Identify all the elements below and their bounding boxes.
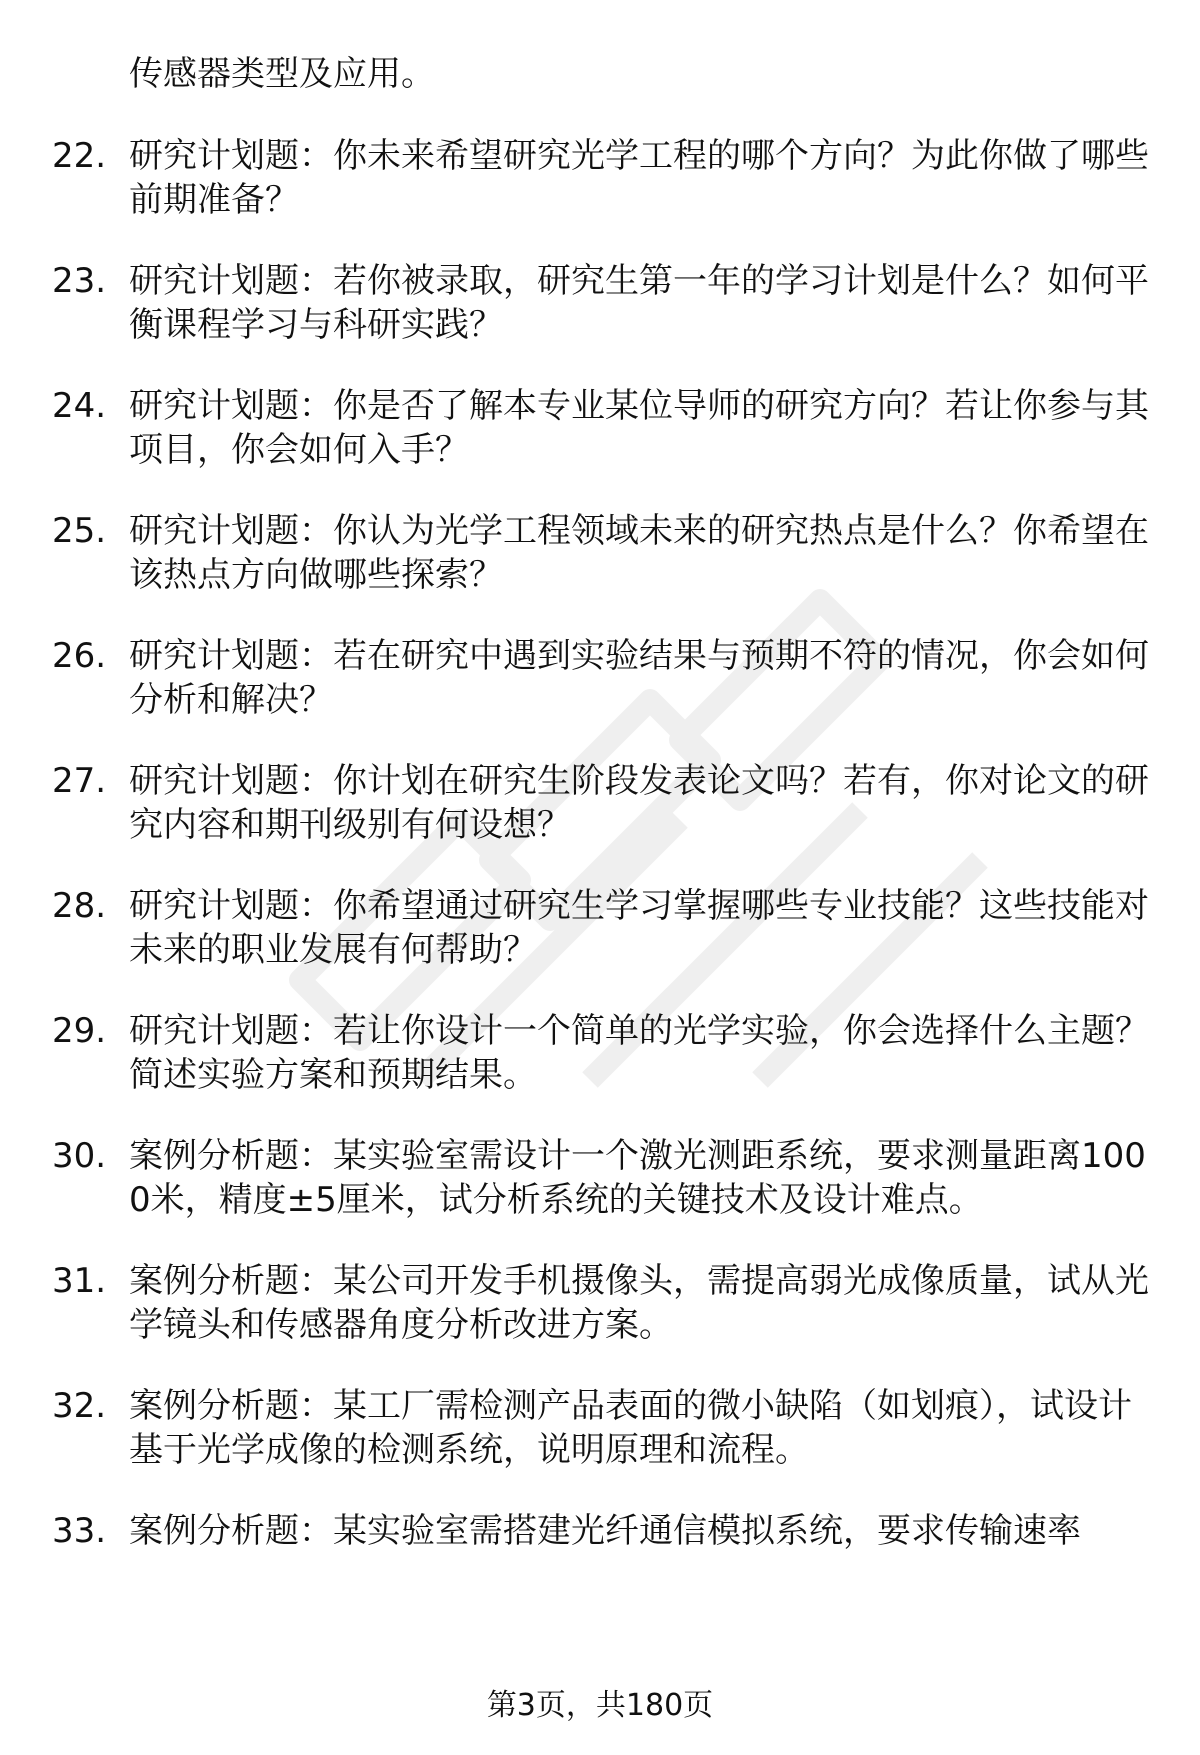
question-text: 研究计划题：你计划在研究生阶段发表论文吗？若有，你对论文的研究内容和期刊级别有何设想？	[129, 761, 1149, 845]
question-number: 29.	[52, 1011, 107, 1051]
question-item-24	[52, 384, 1152, 472]
question-item-29	[52, 1009, 1152, 1097]
question-number: 30.	[52, 1136, 107, 1176]
question-item-31	[52, 1259, 1152, 1347]
question-number: 28.	[52, 886, 107, 926]
question-item-33	[52, 1509, 1152, 1553]
question-item-28	[52, 884, 1152, 972]
continued-text: 传感器类型及应用。	[129, 54, 435, 94]
question-item-27	[52, 759, 1152, 847]
question-number: 32.	[52, 1386, 107, 1426]
question-item-22	[52, 134, 1152, 222]
question-text: 研究计划题：你希望通过研究生学习掌握哪些专业技能？这些技能对未来的职业发展有何帮助？	[129, 886, 1149, 970]
question-item-23	[52, 259, 1152, 347]
page-footer: 第3页，共180页	[486, 1688, 714, 1723]
question-text: 案例分析题：某实验室需搭建光纤通信模拟系统，要求传输速率	[129, 1511, 1081, 1551]
question-list	[52, 52, 1152, 1590]
question-number: 31.	[52, 1261, 107, 1301]
question-text: 研究计划题：若你被录取，研究生第一年的学习计划是什么？如何平衡课程学习与科研实践？	[129, 261, 1149, 345]
question-number: 27.	[52, 761, 107, 801]
question-text: 研究计划题：若让你设计一个简单的光学实验，你会选择什么主题？简述实验方案和预期结果。	[129, 1011, 1149, 1095]
question-text: 案例分析题：某实验室需设计一个激光测距系统，要求测量距离1000米，精度±5厘米，试分析系统的关键技术及设计难点。	[129, 1136, 1146, 1220]
question-text: 研究计划题：若在研究中遇到实验结果与预期不符的情况，你会如何分析和解决？	[129, 636, 1149, 720]
question-number: 25.	[52, 511, 107, 551]
question-number: 26.	[52, 636, 107, 676]
question-item-26	[52, 634, 1152, 722]
question-text: 案例分析题：某工厂需检测产品表面的微小缺陷（如划痕），试设计基于光学成像的检测系统，说明原理和流程。	[129, 1386, 1132, 1470]
question-text: 研究计划题：你认为光学工程领域未来的研究热点是什么？你希望在该热点方向做哪些探索？	[129, 511, 1149, 595]
question-number: 24.	[52, 386, 107, 426]
question-text: 案例分析题：某公司开发手机摄像头，需提高弱光成像质量，试从光学镜头和传感器角度分析改进方案。	[129, 1261, 1149, 1345]
question-number: 22.	[52, 136, 107, 176]
question-item-25	[52, 509, 1152, 597]
question-item-32	[52, 1384, 1152, 1472]
question-number: 23.	[52, 261, 107, 301]
question-text: 研究计划题：你未来希望研究光学工程的哪个方向？为此你做了哪些前期准备？	[129, 136, 1149, 220]
question-number: 33.	[52, 1511, 107, 1551]
question-item-30	[52, 1134, 1152, 1222]
question-text: 研究计划题：你是否了解本专业某位导师的研究方向？若让你参与其项目，你会如何入手？	[129, 386, 1149, 470]
